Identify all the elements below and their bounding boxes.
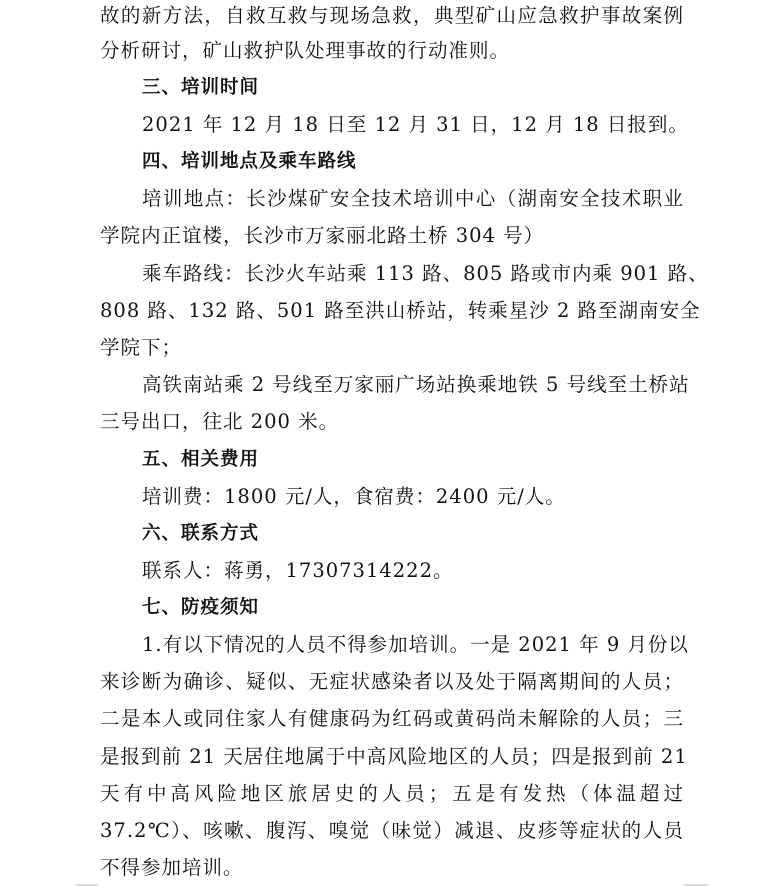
section-heading: 三、培训时间 bbox=[142, 77, 260, 98]
paragraph-line: 高铁南站乘 2 号线至万家丽广场站换乘地铁 5 号线至土桥站 bbox=[142, 373, 690, 396]
paragraph-line: 来诊断为确诊、疑似、无症状感染者以及处于隔离期间的人员； bbox=[100, 670, 684, 693]
paragraph-line: 808 路、132 路、501 路至洪山桥站，转乘星沙 2 路至湖南安全 bbox=[100, 299, 701, 322]
section-heading: 六、联系方式 bbox=[142, 523, 260, 544]
paragraph-line: 1.有以下情况的人员不得参加培训。一是 2021 年 9 月份以 bbox=[142, 633, 689, 656]
paragraph-line: 2021 年 12 月 18 日至 12 月 31 日，12 月 18 日报到。 bbox=[142, 113, 689, 136]
paragraph-line: 是报到前 21 天居住地属于中高风险地区的人员；四是报到前 21 bbox=[100, 745, 688, 768]
paragraph-line: 分析研讨，矿山救护队处理事故的行动准则。 bbox=[100, 39, 511, 62]
paragraph-line: 二是本人或同住家人有健康码为红码或黄码尚未解除的人员；三 bbox=[100, 707, 684, 730]
section-heading: 五、相关费用 bbox=[142, 449, 260, 470]
paragraph-line: 培训费：1800 元/人，食宿费：2400 元/人。 bbox=[142, 485, 566, 508]
section-heading: 四、培训地点及乘车路线 bbox=[142, 151, 357, 172]
paragraph-line: 联系人：蒋勇，17307314222。 bbox=[142, 559, 454, 582]
paragraph-line: 三号出口，往北 200 米。 bbox=[100, 410, 340, 433]
paragraph-line: 37.2℃）、咳嗽、腹泻、嗅觉（味觉）减退、皮疹等症状的人员 bbox=[100, 819, 684, 842]
paragraph-line: 培训地点：长沙煤矿安全技术培训中心（湖南安全技术职业 bbox=[142, 187, 684, 210]
paragraph-line: 不得参加培训。 bbox=[100, 856, 244, 879]
paragraph-line: 天有中高风险地区旅居史的人员；五是有发热（体温超过 bbox=[100, 782, 684, 805]
paragraph-line: 学院下； bbox=[100, 336, 183, 359]
paragraph-line: 故的新方法，自救互救与现场急救，典型矿山应急救护事故案例 bbox=[100, 4, 684, 27]
paragraph-line: 学院内正谊楼，长沙市万家丽北路土桥 304 号） bbox=[100, 224, 545, 247]
paragraph-line: 乘车路线：长沙火车站乘 113 路、805 路或市内乘 901 路、 bbox=[142, 262, 709, 285]
section-heading: 七、防疫须知 bbox=[142, 597, 260, 618]
